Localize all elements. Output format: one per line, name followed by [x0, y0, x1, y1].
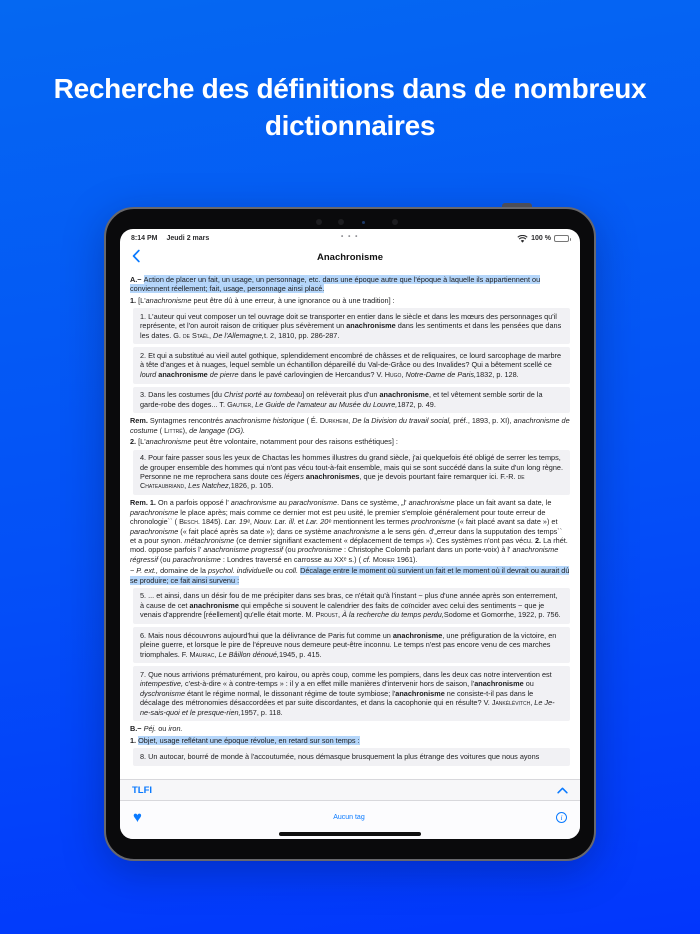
heart-icon: ♥: [133, 808, 142, 826]
status-date: Jeudi 2 mars: [166, 235, 210, 242]
definition-paragraph: 1. [L'anachronisme peut être dû à une erreur, à une ignorance ou à une tradition] :: [130, 295, 395, 305]
source-label: TLFI: [132, 784, 153, 796]
definition-paragraph: − P. ext., domaine de la psychol. individuelle ou coll. Décalage entre le moment où survient un fait et le moment où il devrait ou aurait dû se produire; ce fait ainsi survenu :: [130, 566, 570, 585]
quote-block: 8. Un autocar, bourré de monde à l'accoutumée, nous démasque brusquement la plus étrange des voitures que nous ayons: [133, 748, 570, 765]
home-indicator[interactable]: [279, 832, 421, 836]
quote-block: 6. Mais nous découvrons aujourd'hui que la délivrance de Paris fut comme un anachronisme, une préfiguration de la victoire, en pleine guerre, et lorsque le pire de l'épreuve nous demeure peut-être inconnu. Le temps n'est pas encore venu de ces marches triomphales. F. Mauriac, Le Bâillon dénoué,1945, p. 415.: [133, 627, 570, 663]
status-time: 8:14 PM: [131, 235, 158, 242]
battery-icon: [554, 235, 569, 242]
favorite-button[interactable]: [133, 810, 142, 825]
battery-percent: 100 %: [531, 235, 551, 242]
power-button: [502, 203, 532, 209]
status-right: [517, 235, 569, 243]
chevron-left-icon: [132, 249, 140, 263]
definition-paragraph: 2. [L'anachronisme peut être volontaire, notamment pour des raisons esthétiques] :: [130, 437, 398, 447]
camera-icon: [316, 219, 322, 225]
status-left: [131, 235, 209, 242]
definition-paragraph: 1. Objet, usage reflétant une époque révolue, en retard sur son temps :: [130, 735, 360, 745]
dictionary-source-bar[interactable]: [120, 779, 580, 801]
quote-block: 7. Que nous arrivions prématurément, pro kairou, ou après coup, comme les pompiers, dans les deux cas notre intervention est intempestive, c'est-à-dire « à contre-temps » : il y a en effet mille manières d'intervenir hors de saison, l'anachronisme ou dyschronisme étant le régime normal, le dissonant régime de toute symbiose; l'anachronisme ne consiste-t-il pas dans le décalage des métronomies désaccordées et par suite discordantes, et dans la cacophonie qui en résulte? V. Jankélévitch, Le Je-ne-sais-quoi et le presque-rien,1957, p. 118.: [133, 666, 570, 721]
definition-paragraph: Rem. 1. On a parfois opposé l' anachronisme au parachronisme. Dans ce système, „l' anachronisme place un fait avant sa date, le parachronisme le place après; mais comme ce dernier mot est peu usité, le premier s'emploie généralement pour toute erreur de chronologie`` ( Besch. 1845). Lar. 19ᵉ, Nouv. Lar. ill. et Lar. 20ᵉ mentionnent les termes prochronisme (« fait placé avant sa date ») et parachronisme (« fait placé après sa date »); dans ce système anachronisme a le sens gén. d'„erreur dans la supputation des temps`` et a pour synon. métachronisme (ce dernier signifiant exactement « déplacement de temps »). Ces systèmes n'ont pas vécu. 2. La rhét. mod. oppose parfois l' anachronisme progressif (ou prochronisme : Christophe Colomb parlant dans un porte-voix) à l' anachronisme régressif (ou parachronisme : Londres traversé en carrosse au XXᵉ s.) ( cf. Morier 1961).: [130, 498, 568, 564]
multitask-dots-icon[interactable]: • • •: [341, 233, 359, 240]
status-bar: [120, 229, 580, 245]
definition-paragraph: B.− Péj. ou iron.: [130, 724, 183, 734]
camera-indicator-icon: [362, 221, 365, 224]
quote-block: 3. Dans les costumes [du Christ porté au tombeau] on relèverait plus d'un anachronisme, et tel vêtement semble sortir de la garde-robe des doges... T. Gautier, Le Guide de l'amateur au Musée du Louvre,1872, p. 49.: [133, 387, 570, 414]
wifi-icon: [517, 235, 528, 243]
back-button[interactable]: [128, 247, 144, 265]
quote-block: 1. L'auteur qui veut composer un tel ouvrage doit se transporter en entier dans le siècle et dans les mœurs des personnages qu'il représente, et l'on auroit raison de critiquer plus sévèrement un anachronisme dans les sentiments et dans les pensées que dans les dates. G. de Staël, De l'Allemagne,t. 2, 1810, pp. 286-287.: [133, 308, 570, 344]
definition-paragraph: Rem. Syntagmes rencontrés anachronisme historique ( É. Durkheim, De la Division du travail social, préf., 1893, p. XI), anachronisme de costume ( Littré), de langage (DG).: [130, 416, 570, 435]
quote-block: 4. Pour faire passer sous les yeux de Chactas les hommes illustres du grand siècle, j'ai quelquefois été obligé de serrer les temps, de grouper ensemble des hommes qui n'ont pas vécu tout-à-fait ensemble, mais qui se sont succédé dans la suite d'un long règne. Personne ne me reprochera sans doute ces légers anachronismes, que je devois pourtant faire remarquer ici. F.-R. de Chateaubriand, Les Natchez,1826, p. 105.: [133, 450, 570, 496]
quote-block: 5. ... et ainsi, dans un désir fou de me précipiter dans ses bras, ce n'était qu'à l'instant − plus d'une année après son enterrement, à cause de cet anachronisme qui empêche si souvent le calendrier des faits de coïncider avec celui des sentiments − que je venais d'apprendre [réellement] qu'elle était morte. M. Proust, À la recherche du temps perdu,Sodome et Gomorrhe, 1922, p. 756.: [133, 588, 570, 624]
chevron-up-icon: [557, 787, 568, 794]
definition-scroll-area[interactable]: [120, 269, 580, 791]
ipad-screen: [120, 229, 580, 839]
camera-icon: [392, 219, 398, 225]
ipad-device: [104, 207, 596, 861]
page-title: Recherche des définitions dans de nombreux dictionnaires: [53, 73, 647, 141]
info-icon: i: [560, 812, 563, 822]
camera-icon: [338, 219, 344, 225]
tag-button[interactable]: Aucun tag: [333, 813, 365, 821]
info-button[interactable]: [556, 812, 567, 823]
definition-paragraph: A.− Action de placer un fait, un usage, un personnage, etc. dans une époque autre que l'époque à laquelle ils appartiennent ou conviennent réellement; fait, usage, personnage ainsi placé.: [130, 275, 541, 294]
quote-block: 2. Et qui a substitué au vieil autel gothique, splendidement encombré de châsses et de reliquaires, ce lourd sarcophage de marbre à tête d'anges et à nuages, lequel semble un échantillon dépareillé du Val-de-Grâce ou des Invalides? Qui a bêtement scellé ce lourd anachronisme de pierre dans le pavé carlovingien de Hercandus? V. Hugo, Notre-Dame de Paris,1832, p. 128.: [133, 347, 570, 383]
page-heading: Anachronisme: [317, 251, 383, 263]
nav-bar: [120, 245, 580, 269]
